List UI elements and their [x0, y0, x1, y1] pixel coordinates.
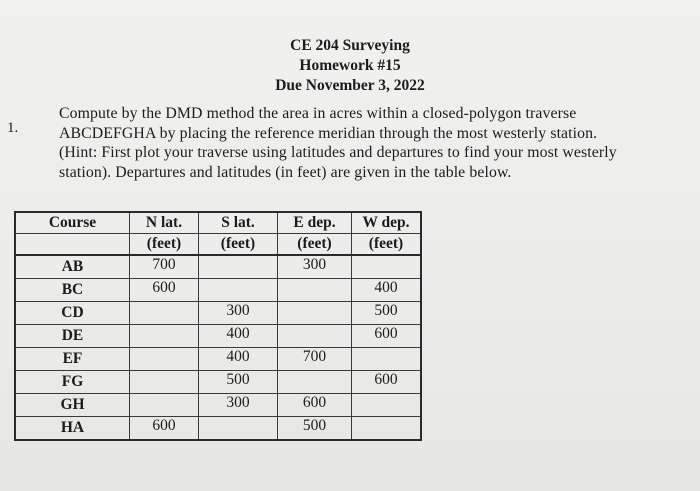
units-row [15, 234, 421, 256]
column-header: S lat. [199, 212, 278, 234]
homework-title: Homework #15 [299, 57, 401, 74]
table-row [15, 279, 421, 302]
course-cell: CD [15, 302, 130, 325]
unit-label: (feet) [130, 234, 199, 256]
course-title: CE 204 Surveying [290, 37, 410, 54]
table-row [15, 302, 421, 325]
s-lat-cell: 400 [199, 325, 278, 348]
w-dep-cell: 600 [352, 371, 422, 394]
problem-line: Compute by the DMD method the area in acres within a closed-polygon traverse [59, 105, 577, 122]
table-row [15, 417, 421, 441]
problem-line: (Hint: First plot your traverse using latitudes and departures to find your most westerly [59, 144, 617, 161]
n-lat-cell: 600 [130, 279, 199, 302]
e-dep-cell: 300 [278, 255, 352, 279]
table-row [15, 394, 421, 417]
unit-label: (feet) [199, 234, 278, 256]
e-dep-cell: 600 [278, 394, 352, 417]
s-lat-cell [199, 279, 278, 302]
traverse-table [14, 211, 422, 441]
course-cell: HA [15, 417, 130, 441]
w-dep-cell: 400 [352, 279, 422, 302]
n-lat-cell [130, 348, 199, 371]
due-date: Due November 3, 2022 [275, 77, 425, 94]
s-lat-cell: 300 [199, 302, 278, 325]
e-dep-cell: 700 [278, 348, 352, 371]
column-header: W dep. [352, 212, 422, 234]
e-dep-cell [278, 325, 352, 348]
question-number: 1. [7, 120, 19, 136]
unit-label [15, 234, 130, 256]
n-lat-cell [130, 394, 199, 417]
w-dep-cell [352, 394, 422, 417]
n-lat-cell: 600 [130, 417, 199, 441]
column-header: E dep. [278, 212, 352, 234]
n-lat-cell [130, 325, 199, 348]
problem-line: station). Departures and latitudes (in feet) are given in the table below. [59, 163, 512, 181]
table-row [15, 325, 421, 348]
column-header: N lat. [130, 212, 199, 234]
column-header: Course [15, 212, 130, 234]
s-lat-cell [199, 417, 278, 441]
n-lat-cell [130, 302, 199, 325]
s-lat-cell: 500 [199, 371, 278, 394]
document-header [220, 36, 480, 96]
course-cell: AB [15, 255, 130, 279]
course-cell: FG [15, 371, 130, 394]
n-lat-cell [130, 371, 199, 394]
problem-statement [59, 104, 689, 182]
s-lat-cell: 300 [199, 394, 278, 417]
s-lat-cell: 400 [199, 348, 278, 371]
s-lat-cell [199, 255, 278, 279]
table-row [15, 255, 421, 279]
w-dep-cell: 600 [352, 325, 422, 348]
e-dep-cell [278, 302, 352, 325]
unit-label: (feet) [278, 234, 352, 256]
course-cell: DE [15, 325, 130, 348]
course-cell: GH [15, 394, 130, 417]
w-dep-cell [352, 255, 422, 279]
e-dep-cell [278, 371, 352, 394]
w-dep-cell [352, 348, 422, 371]
e-dep-cell [278, 279, 352, 302]
table-row [15, 371, 421, 394]
table-row [15, 348, 421, 371]
e-dep-cell: 500 [278, 417, 352, 441]
problem-line: ABCDEFGHA by placing the reference meridian through the most westerly station. [59, 124, 598, 142]
course-cell: EF [15, 348, 130, 371]
w-dep-cell: 500 [352, 302, 422, 325]
n-lat-cell: 700 [130, 255, 199, 279]
header-row [15, 212, 421, 234]
w-dep-cell [352, 417, 422, 441]
unit-label: (feet) [352, 234, 422, 256]
course-cell: BC [15, 279, 130, 302]
